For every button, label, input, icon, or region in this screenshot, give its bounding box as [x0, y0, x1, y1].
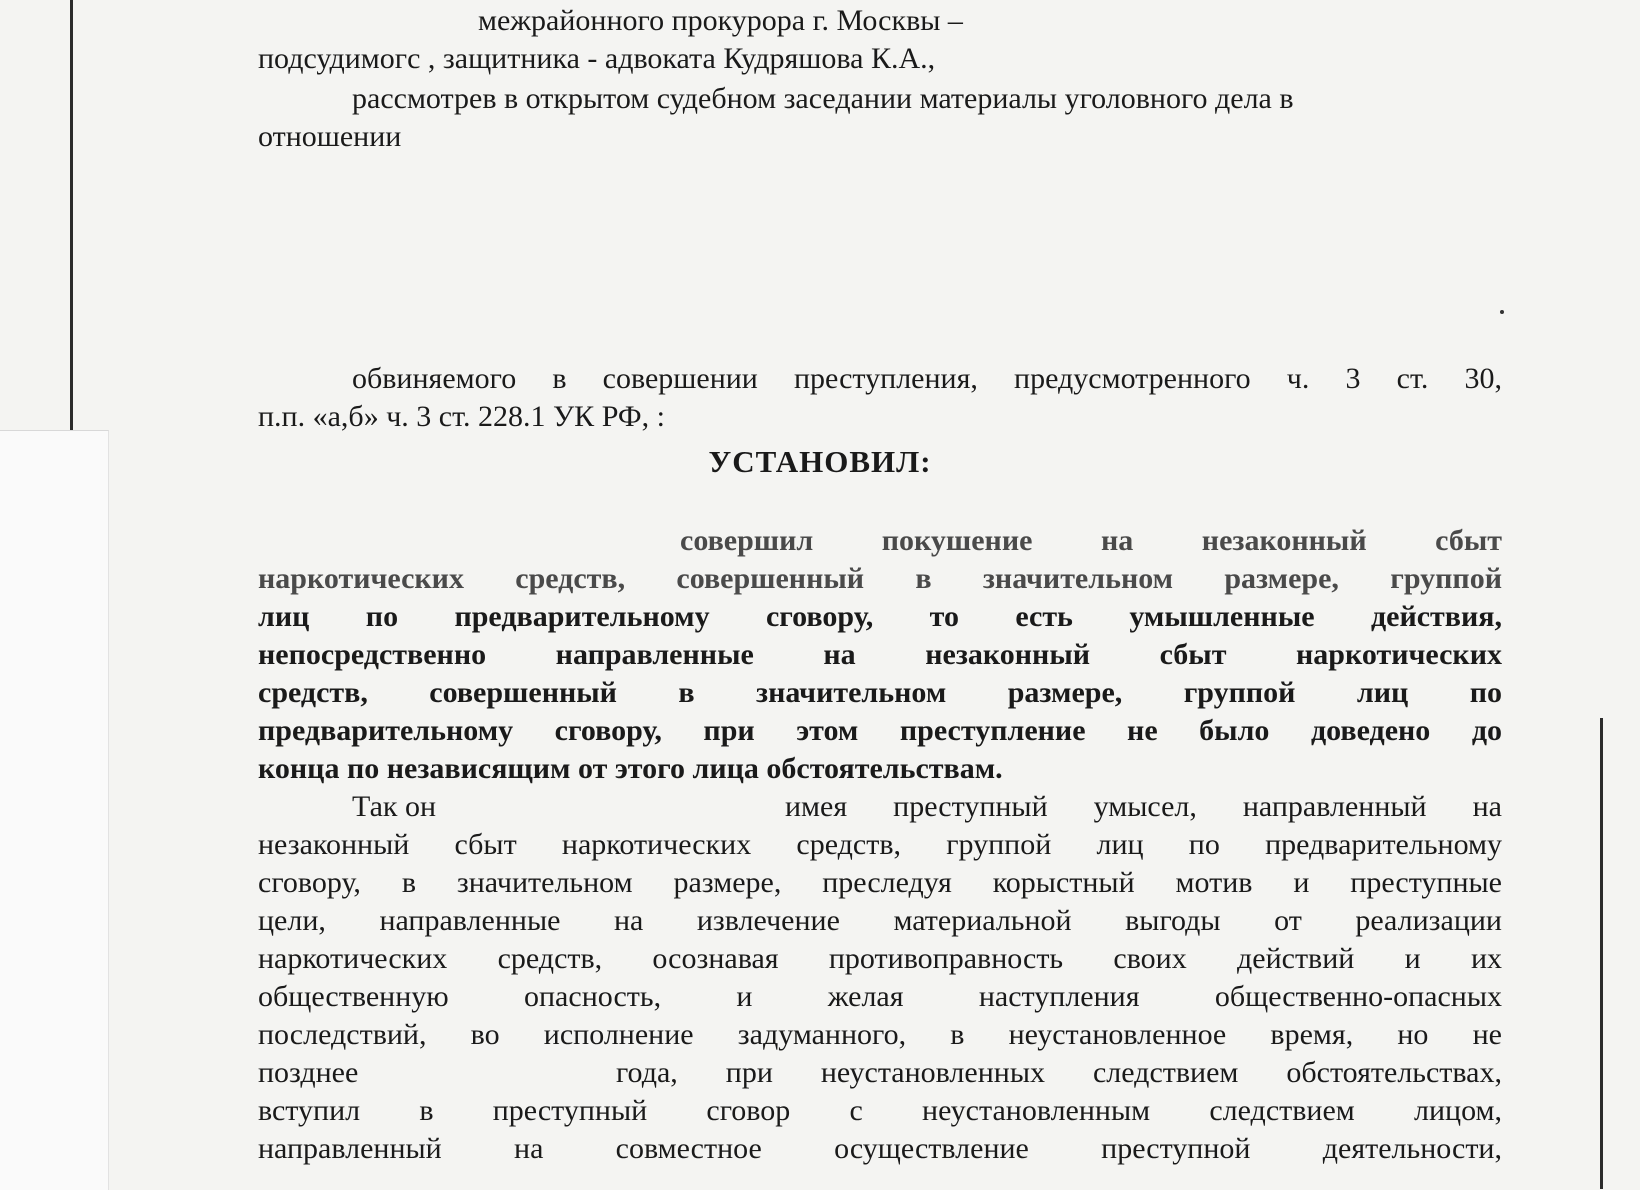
finding-line-3: лиц по предварительному сговору, то есть умышленные действия,	[258, 600, 1502, 633]
finding-line-6: предварительному сговору, при этом преступление не было доведено до	[258, 714, 1502, 747]
finding-line-4: непосредственно направленные на незаконный сбыт наркотических	[258, 638, 1502, 671]
narrative-line-7: последствий, во исполнение задуманного, в неустановленное время, но не	[258, 1018, 1502, 1051]
narrative-line-1-start: Так он	[352, 790, 437, 823]
narrative-line-8-start: позднее	[258, 1056, 359, 1089]
consideration-line-2: отношении	[258, 120, 402, 153]
charge-text-1: обвиняемого в совершении преступления, предусмотренного ч. 3 ст. 30,	[352, 362, 1502, 395]
narrative-line-9: вступил в преступный сговор с неустановленным следствием лицом,	[258, 1094, 1502, 1127]
finding-line-5: средств, совершенный в значительном размере, группой лиц по	[258, 676, 1502, 709]
charge-line-1	[258, 360, 1502, 398]
defendant-defender-line: подсудимогс , защитника - адвоката Кудряшова К.А.,	[258, 42, 936, 75]
finding-line-1: совершил покушение на незаконный сбыт	[680, 524, 1502, 557]
narrative-line-5: наркотических средств, осознавая противоправность своих действий и их	[258, 942, 1502, 975]
narrative-line-1-end: имея преступный умысел, направленный на	[785, 790, 1502, 823]
narrative-line-4: цели, направленные на извлечение материальной выгоды от реализации	[258, 904, 1502, 937]
narrative-line-3: сговору, в значительном размере, преследуя корыстный мотив и преступные	[258, 866, 1502, 899]
narrative-line-10: направленный на совместное осуществление преступной деятельности,	[258, 1132, 1502, 1165]
finding-line-2: наркотических средств, совершенный в значительном размере, группой	[258, 562, 1502, 595]
prosecutor-line: межрайонного прокурора г. Москвы –	[478, 4, 963, 37]
section-heading-established: УСТАНОВИЛ:	[708, 444, 932, 479]
consideration-line-1	[258, 80, 1502, 118]
consideration-text-1: рассмотрев в открытом судебном заседании материалы уголовного дела в	[352, 82, 1294, 115]
finding-line-7: конца по независящим от этого лица обстоятельствам.	[258, 752, 1003, 785]
narrative-line-8-end: года, при неустановленных следствием обстоятельствах,	[616, 1056, 1502, 1089]
narrative-line-6: общественную опасность, и желая наступления общественно-опасных	[258, 980, 1502, 1013]
charge-line-2: п.п. «а,б» ч. 3 ст. 228.1 УК РФ, :	[258, 400, 665, 433]
narrative-line-2: незаконный сбыт наркотических средств, группой лиц по предварительному	[258, 828, 1502, 861]
